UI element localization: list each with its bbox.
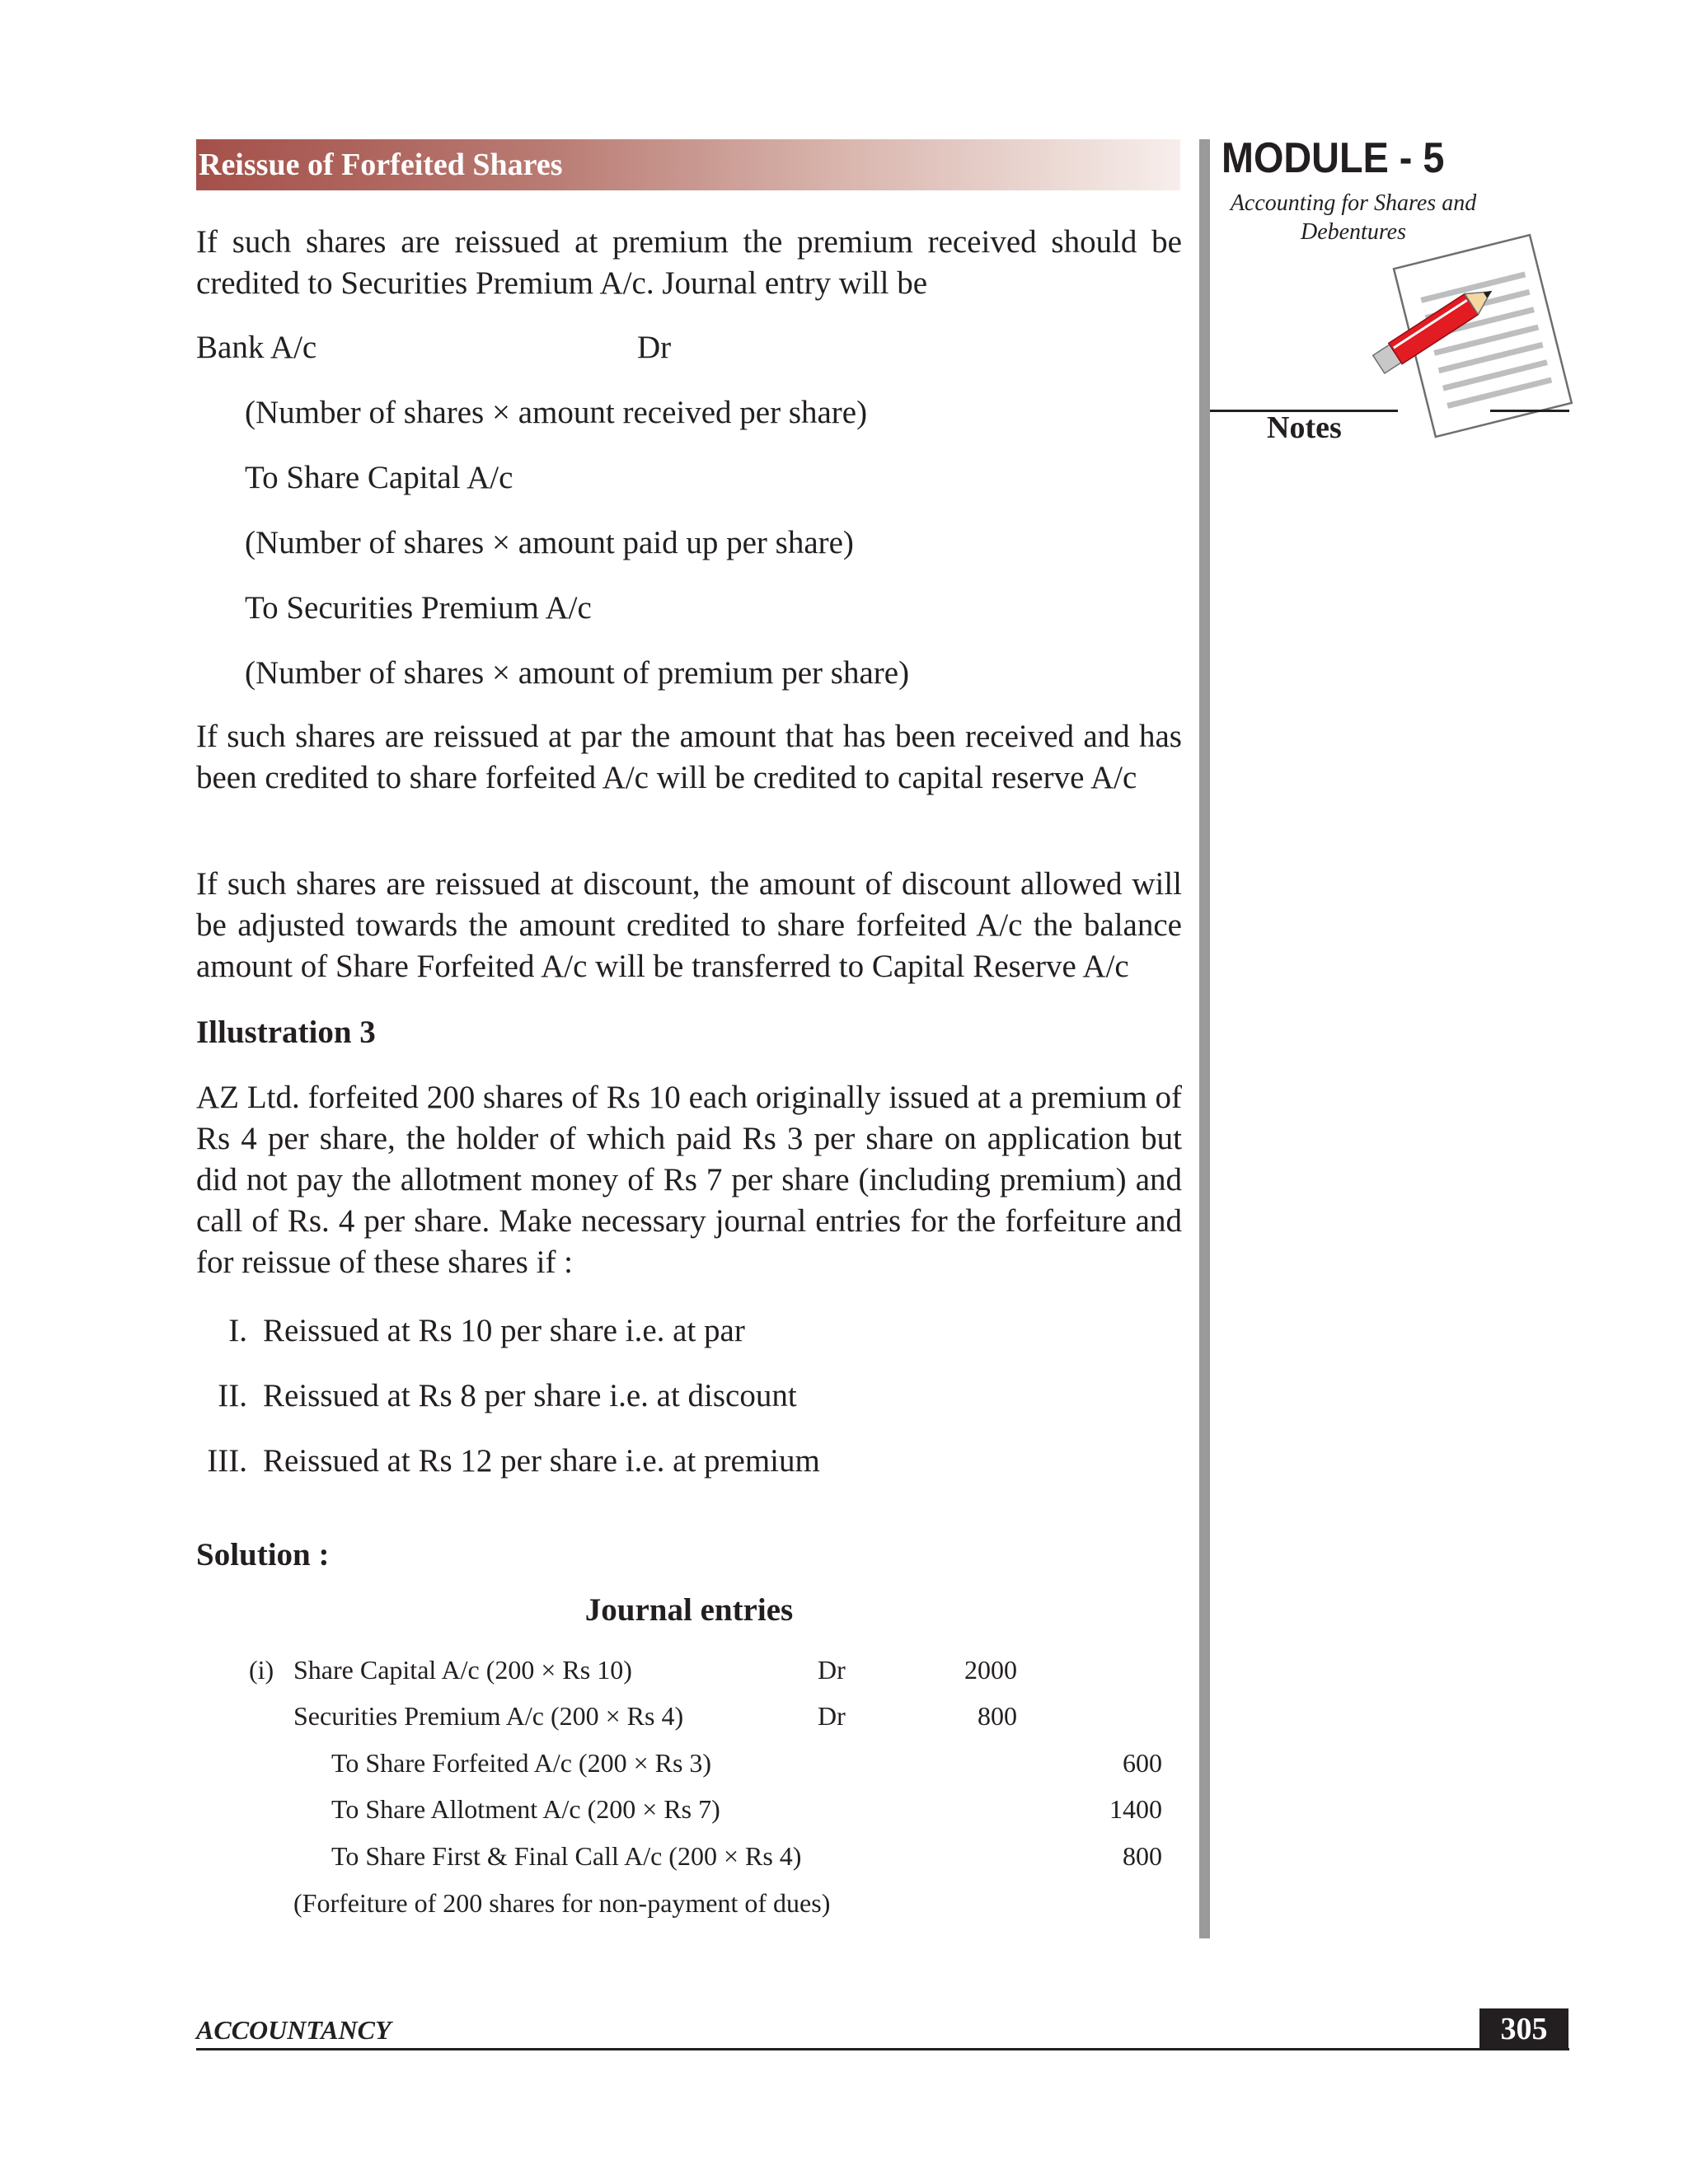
intro-paragraph: If such shares are reissued at premium the premium received should be credited to Securities Premium A/c. Journal entry will be [196, 224, 1182, 301]
margin-divider [1199, 139, 1210, 1938]
notes-label: Notes [1267, 410, 1342, 445]
footer-subject: ACCOUNTANCY [196, 2015, 392, 2045]
journal-entry-number: (i) [249, 1655, 274, 1685]
journal-narration: (Forfeiture of 200 shares for non-payment of dues) [293, 1888, 831, 1918]
notepad-pencil-icon [1360, 216, 1574, 447]
journal-debit-amount: 800 [978, 1701, 1017, 1731]
case-text: Reissued at Rs 10 per share i.e. at par [263, 1313, 745, 1348]
journal-particulars: To Share First & Final Call A/c (200 × Rs 4) [331, 1841, 802, 1871]
section-banner [196, 139, 1180, 190]
journal-credit-amount: 800 [1123, 1841, 1162, 1871]
case-number: III. [207, 1443, 247, 1479]
journal-credit-amount: 600 [1123, 1748, 1162, 1778]
journal-particulars: Share Capital A/c (200 × Rs 10) [293, 1655, 632, 1685]
module-subtitle: Accounting for Shares and Debentures [1230, 190, 1477, 245]
case-number: I. [228, 1313, 247, 1348]
entry-line-2: To Share Capital A/c [245, 460, 513, 495]
journal-dr-marker: Dr [818, 1655, 846, 1685]
case-text: Reissued at Rs 12 per share i.e. at premium [263, 1443, 820, 1479]
solution-label: Solution : [196, 1537, 330, 1572]
case-text: Reissued at Rs 8 per share i.e. at discount [263, 1378, 797, 1413]
illustration-paragraph: AZ Ltd. forfeited 200 shares of Rs 10 each originally issued at a premium of Rs 4 per share, the holder of which paid Rs 3 per share on application but did not pay the allotment money of Rs 7 per share (including premium) and call of Rs. 4 per share. Make necessary journal entries for the forfeiture and for reissue of these shares if : [196, 1080, 1182, 1280]
illustration-heading: Illustration 3 [196, 1015, 376, 1050]
page-number-box [1479, 2008, 1568, 2050]
discount-paragraph: If such shares are reissued at discount, the amount of discount allowed will be adjusted towards the amount credited to share forfeited A/c the balance amount of Share Forfeited A/c will be transferred to Capital Reserve A/c [196, 866, 1182, 984]
module-title: MODULE - 5 [1221, 134, 1445, 182]
journal-particulars: To Share Forfeited A/c (200 × Rs 3) [331, 1748, 712, 1778]
case-number: II. [218, 1378, 247, 1413]
journal-title: Journal entries [584, 1592, 794, 1628]
debit-marker: Dr [637, 330, 672, 365]
journal-particulars: Securities Premium A/c (200 × Rs 4) [293, 1701, 684, 1731]
notes-rule [1490, 410, 1569, 412]
journal-credit-amount: 1400 [1109, 1794, 1162, 1824]
entry-line-1: (Number of shares × amount received per share) [245, 395, 868, 430]
section-title: Reissue of Forfeited Shares [199, 148, 563, 182]
journal-particulars: To Share Allotment A/c (200 × Rs 7) [331, 1794, 720, 1824]
entry-line-5: (Number of shares × amount of premium per share) [245, 655, 910, 691]
footer-rule [196, 2048, 1569, 2050]
page-number: 305 [1500, 2012, 1548, 2046]
par-paragraph: If such shares are reissued at par the amount that has been received and has been credited to share forfeited A/c will be credited to capital reserve A/c [196, 719, 1182, 795]
journal-dr-marker: Dr [818, 1701, 846, 1731]
bank-account-line: Bank A/c [196, 330, 317, 365]
entry-line-4: To Securities Premium A/c [245, 590, 592, 626]
journal-debit-amount: 2000 [964, 1655, 1017, 1685]
entry-line-3: (Number of shares × amount paid up per share) [245, 525, 854, 560]
